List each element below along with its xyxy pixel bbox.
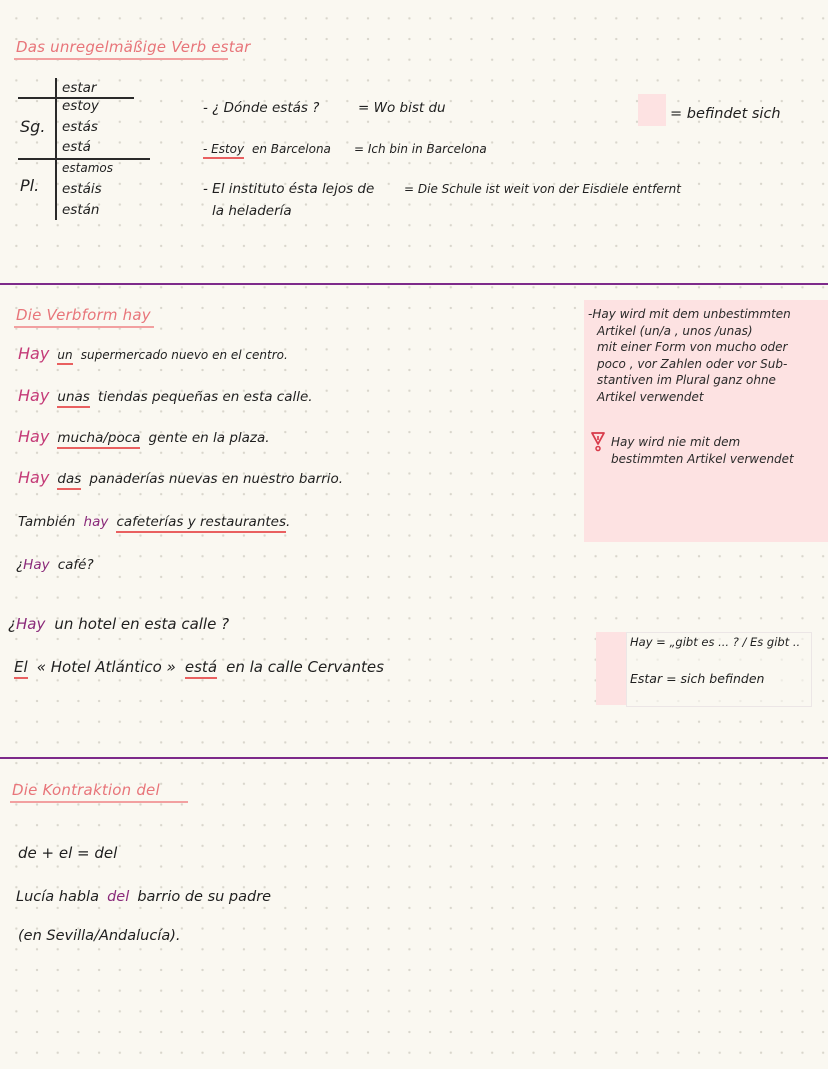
heading-underline — [10, 801, 188, 803]
table-divider-line — [18, 158, 150, 160]
legend-color-swatch — [638, 94, 666, 126]
section-heading-del: Die Kontraktion del — [12, 781, 160, 799]
hay-example-6: ¿Hay café? — [16, 557, 94, 573]
hay-example-5: También hay cafeterías y restaurantes. — [18, 511, 290, 530]
del-example: Lucía habla del barrio de su padre — [16, 889, 272, 905]
form-estais: estáis — [62, 181, 102, 197]
hay-rule-note — [584, 300, 828, 542]
hotel-question: ¿Hay un hotel en esta calle ? — [8, 615, 230, 633]
section-heading-estar: Das unregelmäßige Verb estar — [16, 38, 251, 56]
example3-de: = Die Schule ist weit von der Eisdiele entfernt — [404, 182, 681, 196]
hay-example-1: Hay un supermercado nuevo en el centro. — [18, 344, 288, 363]
table-header-estar: estar — [62, 80, 97, 96]
legend-befindet-sich: = befindet sich — [670, 106, 781, 122]
form-estoy: estoy — [62, 98, 99, 114]
example3-es: - El instituto ésta lejos de — [203, 181, 375, 197]
hay-example-3: Hay mucha/poca gente en la plaza. — [18, 427, 270, 446]
legend-swatch — [596, 632, 626, 705]
legend-estar: Estar = sich befinden — [630, 671, 765, 686]
example2-es: - Estoy en Barcelona — [203, 142, 331, 156]
example1-de: = Wo bist du — [358, 100, 446, 116]
estoy-underlined: - Estoy — [203, 142, 244, 159]
example1-es: - ¿ Dónde estás ? — [203, 100, 320, 116]
section-heading-hay: Die Verbform hay — [16, 306, 151, 324]
heading-underline — [14, 326, 154, 328]
hay-example-2: Hay unas tiendas pequeñas en esta calle. — [18, 386, 313, 405]
contraction-formula: de + el = del — [18, 844, 118, 862]
warning-icon — [591, 431, 605, 453]
table-vertical-line — [55, 78, 57, 220]
hay-rule-text: -Hay wird mit dem unbestimmten Artikel (un/a , unos /unas) mit einer Form von mucho oder poco , vor Zahlen oder vor Sub- stantiven im Plural ganz ohne Artikel verwendet — [588, 307, 791, 404]
heading-underline — [14, 58, 228, 60]
label-plural: Pl. — [20, 176, 40, 195]
example2-de: = Ich bin in Barcelona — [354, 142, 487, 156]
legend-hay: Hay = „gibt es ... ? / Es gibt .. — [630, 635, 801, 649]
hay-warning-text: Hay wird nie mit dem bestimmten Artikel verwendet — [611, 435, 794, 466]
section-divider-1 — [0, 283, 828, 285]
section-divider-2 — [0, 757, 828, 759]
form-estan: están — [62, 202, 100, 218]
label-singular: Sg. — [20, 117, 46, 136]
form-estas: estás — [62, 119, 98, 135]
example3-es-cont: la heladería — [212, 203, 292, 219]
form-estamos: estamos — [62, 161, 113, 175]
hotel-answer: El « Hotel Atlántico » está en la calle Cervantes — [14, 657, 384, 676]
del-example-cont: (en Sevilla/Andalucía). — [18, 928, 181, 944]
form-esta: está — [62, 139, 91, 155]
hay-example-4: Hay das panaderías nuevas en nuestro barrio. — [18, 468, 343, 487]
